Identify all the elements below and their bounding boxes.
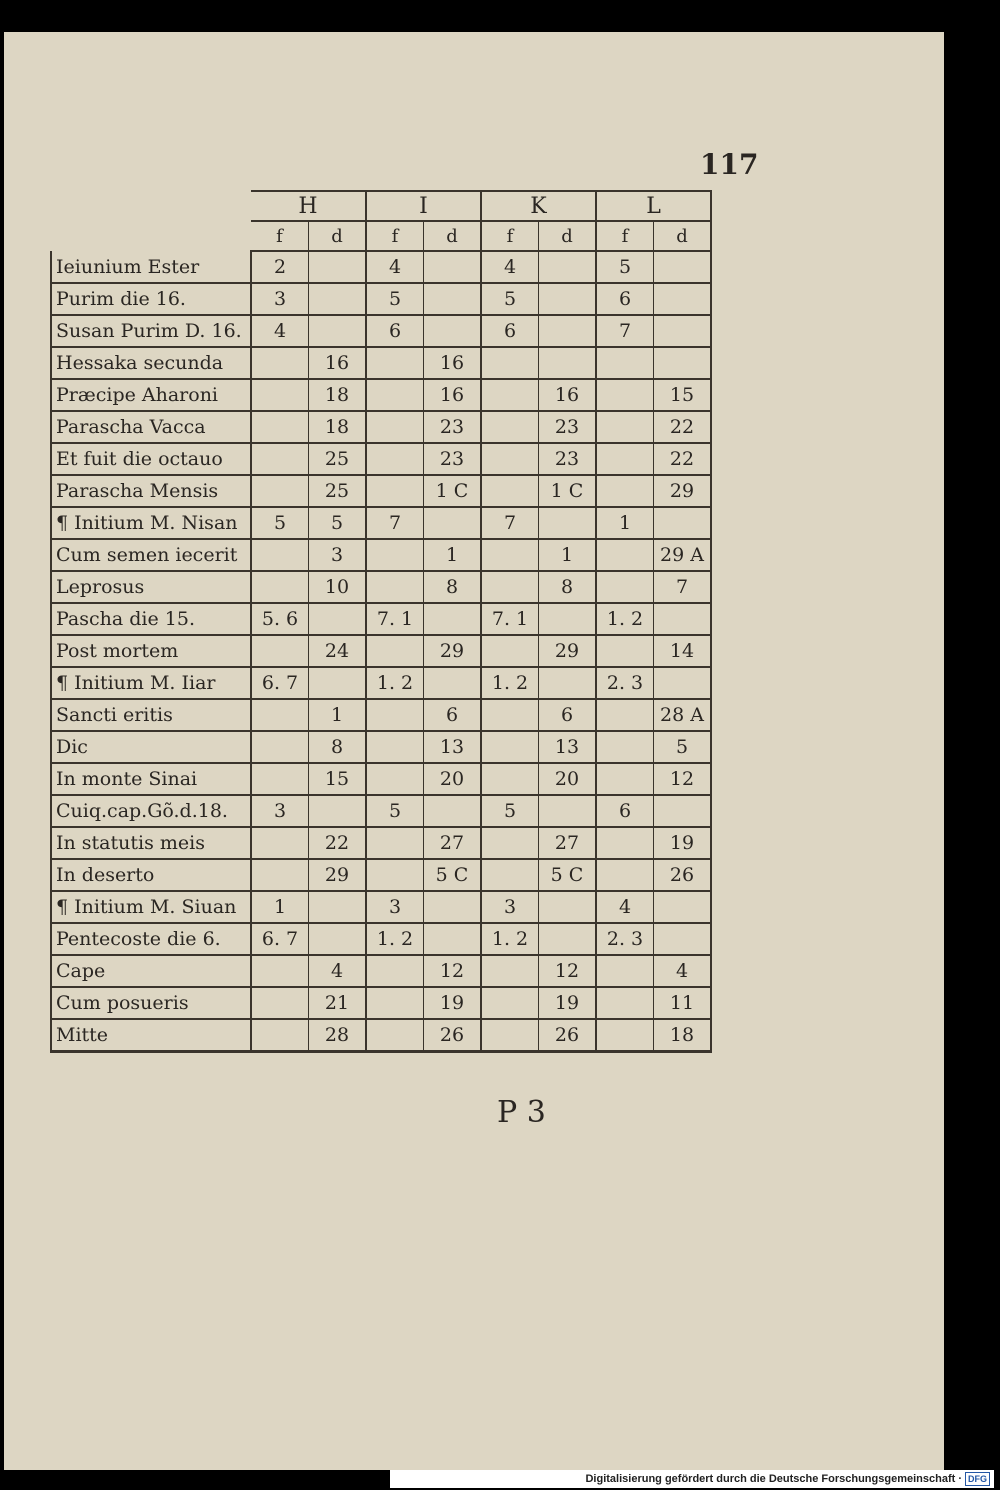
table-cell bbox=[596, 539, 654, 571]
page-number: 117 bbox=[700, 148, 759, 181]
table-cell bbox=[596, 347, 654, 379]
table-cell: 16 bbox=[309, 347, 367, 379]
table-cell bbox=[481, 987, 539, 1019]
table-cell: 25 bbox=[309, 475, 367, 507]
table-cell: 7 bbox=[654, 571, 712, 603]
table-cell bbox=[596, 443, 654, 475]
table-cell: 22 bbox=[654, 443, 712, 475]
table-cell: 1 bbox=[424, 539, 482, 571]
table-body bbox=[51, 251, 711, 1052]
table-cell: 10 bbox=[309, 571, 367, 603]
table-cell: 13 bbox=[539, 731, 597, 763]
table-cell: 6 bbox=[366, 315, 424, 347]
sub-header-cell: d bbox=[654, 221, 712, 251]
table-row bbox=[51, 1019, 711, 1052]
table-cell: 1 bbox=[251, 891, 309, 923]
table-cell: 19 bbox=[654, 827, 712, 859]
table-cell bbox=[481, 443, 539, 475]
table-cell: 25 bbox=[309, 443, 367, 475]
table-cell bbox=[596, 731, 654, 763]
table-cell: 5. 6 bbox=[251, 603, 309, 635]
table-cell bbox=[251, 571, 309, 603]
table-cell bbox=[309, 923, 367, 955]
sub-header-cell: d bbox=[539, 221, 597, 251]
table-cell: 27 bbox=[539, 827, 597, 859]
table-cell bbox=[366, 1019, 424, 1052]
table-cell bbox=[596, 1019, 654, 1052]
table-cell bbox=[596, 475, 654, 507]
table-cell bbox=[539, 251, 597, 283]
table-row bbox=[51, 347, 711, 379]
table-cell: 1. 2 bbox=[596, 603, 654, 635]
table-cell bbox=[654, 251, 712, 283]
table-cell bbox=[481, 731, 539, 763]
row-label: Præcipe Aharoni bbox=[51, 379, 251, 411]
table-cell: 7 bbox=[481, 507, 539, 539]
table-cell bbox=[481, 539, 539, 571]
footer-text: Digitalisierung gefördert durch die Deutsche Forschungsgemeinschaft · bbox=[585, 1473, 962, 1485]
row-label: Parascha Mensis bbox=[51, 475, 251, 507]
table-cell bbox=[366, 475, 424, 507]
table-cell bbox=[539, 315, 597, 347]
table-row bbox=[51, 251, 711, 283]
row-label: Cum semen iecerit bbox=[51, 539, 251, 571]
table-cell: 5 bbox=[481, 795, 539, 827]
table-row bbox=[51, 507, 711, 539]
table-cell bbox=[366, 731, 424, 763]
table-row bbox=[51, 923, 711, 955]
row-label: ¶ Initium M. Nisan bbox=[51, 507, 251, 539]
sub-header-cell: f bbox=[481, 221, 539, 251]
table-cell bbox=[424, 507, 482, 539]
table-cell: 19 bbox=[424, 987, 482, 1019]
table-cell: 19 bbox=[539, 987, 597, 1019]
table-cell bbox=[366, 955, 424, 987]
table-cell bbox=[654, 795, 712, 827]
table-cell bbox=[481, 859, 539, 891]
table-row bbox=[51, 987, 711, 1019]
table-row bbox=[51, 379, 711, 411]
table-cell: 4 bbox=[366, 251, 424, 283]
table-cell bbox=[654, 667, 712, 699]
table-cell: 1 bbox=[309, 699, 367, 731]
table-cell bbox=[539, 891, 597, 923]
table-cell: 7 bbox=[366, 507, 424, 539]
table-cell: 24 bbox=[309, 635, 367, 667]
table-cell bbox=[251, 635, 309, 667]
row-label: In deserto bbox=[51, 859, 251, 891]
table-cell: 5 bbox=[309, 507, 367, 539]
table-cell: 20 bbox=[539, 763, 597, 795]
table-cell bbox=[366, 379, 424, 411]
table-cell bbox=[596, 955, 654, 987]
table-cell bbox=[366, 859, 424, 891]
table-cell: 5 bbox=[596, 251, 654, 283]
table-cell bbox=[366, 827, 424, 859]
group-header-l: L bbox=[596, 191, 711, 221]
table-cell: 5 bbox=[654, 731, 712, 763]
table-cell bbox=[366, 347, 424, 379]
row-label: Ieiunium Ester bbox=[51, 251, 251, 283]
table-cell bbox=[309, 315, 367, 347]
table-cell bbox=[424, 891, 482, 923]
table-cell bbox=[251, 699, 309, 731]
table-cell: 8 bbox=[309, 731, 367, 763]
table-cell: 22 bbox=[654, 411, 712, 443]
sub-header-row bbox=[51, 221, 711, 251]
table-cell bbox=[596, 699, 654, 731]
table-cell bbox=[654, 891, 712, 923]
table-cell: 20 bbox=[424, 763, 482, 795]
table-cell: 6 bbox=[596, 795, 654, 827]
table-row bbox=[51, 699, 711, 731]
row-label: ¶ Initium M. Siuan bbox=[51, 891, 251, 923]
row-label: In monte Sinai bbox=[51, 763, 251, 795]
table-cell bbox=[424, 795, 482, 827]
table-cell bbox=[424, 283, 482, 315]
row-label: In statutis meis bbox=[51, 827, 251, 859]
table-row bbox=[51, 731, 711, 763]
table-cell: 15 bbox=[654, 379, 712, 411]
table-cell: 26 bbox=[654, 859, 712, 891]
row-label: Cum posueris bbox=[51, 987, 251, 1019]
table-cell bbox=[596, 635, 654, 667]
table-cell bbox=[654, 283, 712, 315]
table-cell bbox=[309, 283, 367, 315]
table-cell bbox=[366, 987, 424, 1019]
table-cell: 29 bbox=[309, 859, 367, 891]
table-row bbox=[51, 827, 711, 859]
sub-header-cell: f bbox=[596, 221, 654, 251]
table-cell: 18 bbox=[654, 1019, 712, 1052]
table-cell bbox=[251, 827, 309, 859]
table-cell: 1. 2 bbox=[481, 667, 539, 699]
row-label: Et fuit die octauo bbox=[51, 443, 251, 475]
group-header-k: K bbox=[481, 191, 596, 221]
table-cell bbox=[366, 699, 424, 731]
table-cell bbox=[366, 635, 424, 667]
row-label: Susan Purim D. 16. bbox=[51, 315, 251, 347]
table-cell: 16 bbox=[424, 347, 482, 379]
table-cell: 5 bbox=[366, 795, 424, 827]
table-row bbox=[51, 955, 711, 987]
table-cell bbox=[251, 411, 309, 443]
table-cell bbox=[596, 859, 654, 891]
table-cell bbox=[366, 763, 424, 795]
table-cell: 6 bbox=[596, 283, 654, 315]
table-row bbox=[51, 539, 711, 571]
table-cell: 8 bbox=[424, 571, 482, 603]
row-label: Leprosus bbox=[51, 571, 251, 603]
table-cell: 26 bbox=[539, 1019, 597, 1052]
table-row bbox=[51, 795, 711, 827]
table-cell bbox=[309, 603, 367, 635]
table-cell bbox=[539, 667, 597, 699]
table-cell bbox=[251, 379, 309, 411]
table-cell: 29 bbox=[539, 635, 597, 667]
table-cell bbox=[539, 507, 597, 539]
table-row bbox=[51, 475, 711, 507]
table-cell bbox=[309, 795, 367, 827]
table-cell: 13 bbox=[424, 731, 482, 763]
signature-mark: P 3 bbox=[497, 1095, 546, 1130]
table-cell: 5 bbox=[366, 283, 424, 315]
table-cell bbox=[481, 763, 539, 795]
table-row bbox=[51, 763, 711, 795]
row-label: Pascha die 15. bbox=[51, 603, 251, 635]
table-cell: 7. 1 bbox=[481, 603, 539, 635]
table-cell bbox=[251, 859, 309, 891]
table-row bbox=[51, 571, 711, 603]
table-cell bbox=[481, 475, 539, 507]
table-cell bbox=[596, 763, 654, 795]
table-cell: 29 bbox=[424, 635, 482, 667]
row-label: Post mortem bbox=[51, 635, 251, 667]
table-cell: 29 A bbox=[654, 539, 712, 571]
table-cell: 1. 2 bbox=[366, 667, 424, 699]
sub-header-cell: d bbox=[309, 221, 367, 251]
table-cell bbox=[539, 923, 597, 955]
table-cell: 3 bbox=[251, 795, 309, 827]
table-cell bbox=[596, 571, 654, 603]
table-cell bbox=[481, 827, 539, 859]
table-cell bbox=[424, 667, 482, 699]
table-cell: 4 bbox=[251, 315, 309, 347]
table-cell: 2 bbox=[251, 251, 309, 283]
row-label: Parascha Vacca bbox=[51, 411, 251, 443]
table-cell: 1 C bbox=[424, 475, 482, 507]
table-cell bbox=[654, 603, 712, 635]
table-cell bbox=[309, 667, 367, 699]
header-blank bbox=[51, 221, 251, 251]
table-cell bbox=[539, 603, 597, 635]
table-cell bbox=[481, 635, 539, 667]
table-cell bbox=[481, 347, 539, 379]
table-cell: 7 bbox=[596, 315, 654, 347]
table-row bbox=[51, 891, 711, 923]
table-cell: 1. 2 bbox=[481, 923, 539, 955]
table-cell: 14 bbox=[654, 635, 712, 667]
table-cell: 6 bbox=[424, 699, 482, 731]
table-cell: 12 bbox=[654, 763, 712, 795]
table-cell: 1. 2 bbox=[366, 923, 424, 955]
table-cell bbox=[251, 1019, 309, 1052]
sub-header-cell: d bbox=[424, 221, 482, 251]
table-cell: 3 bbox=[251, 283, 309, 315]
table-cell bbox=[596, 827, 654, 859]
table-cell bbox=[309, 251, 367, 283]
table-cell: 1 bbox=[596, 507, 654, 539]
row-label: ¶ Initium M. Iiar bbox=[51, 667, 251, 699]
table-cell: 11 bbox=[654, 987, 712, 1019]
row-label: Purim die 16. bbox=[51, 283, 251, 315]
table-row bbox=[51, 443, 711, 475]
row-label: Sancti eritis bbox=[51, 699, 251, 731]
table-cell bbox=[596, 987, 654, 1019]
table-cell bbox=[481, 411, 539, 443]
table-cell bbox=[251, 763, 309, 795]
table-cell: 23 bbox=[539, 443, 597, 475]
table-cell: 2. 3 bbox=[596, 923, 654, 955]
table-cell bbox=[251, 443, 309, 475]
table-cell bbox=[251, 539, 309, 571]
table-cell: 26 bbox=[424, 1019, 482, 1052]
group-header-h: H bbox=[251, 191, 366, 221]
table-row bbox=[51, 315, 711, 347]
table-cell: 6. 7 bbox=[251, 667, 309, 699]
table-cell bbox=[539, 283, 597, 315]
table-cell: 15 bbox=[309, 763, 367, 795]
sub-header-cell: f bbox=[251, 221, 309, 251]
table-cell bbox=[654, 507, 712, 539]
footer-credit bbox=[390, 1470, 994, 1488]
table-cell: 7. 1 bbox=[366, 603, 424, 635]
table-cell: 6 bbox=[481, 315, 539, 347]
table-cell bbox=[481, 699, 539, 731]
table-cell bbox=[251, 475, 309, 507]
table-cell: 16 bbox=[424, 379, 482, 411]
table-cell bbox=[481, 955, 539, 987]
table-cell: 1 bbox=[539, 539, 597, 571]
table-cell: 3 bbox=[481, 891, 539, 923]
table-cell: 22 bbox=[309, 827, 367, 859]
header-blank bbox=[51, 191, 251, 221]
table-cell: 18 bbox=[309, 379, 367, 411]
table-cell bbox=[596, 379, 654, 411]
table-cell: 18 bbox=[309, 411, 367, 443]
row-label: Pentecoste die 6. bbox=[51, 923, 251, 955]
calendar-table bbox=[50, 190, 712, 1053]
table-cell: 4 bbox=[481, 251, 539, 283]
table-cell: 4 bbox=[309, 955, 367, 987]
row-label: Dic bbox=[51, 731, 251, 763]
table-cell bbox=[251, 731, 309, 763]
table-cell bbox=[654, 923, 712, 955]
table-row bbox=[51, 667, 711, 699]
table-cell bbox=[309, 891, 367, 923]
table-cell: 6. 7 bbox=[251, 923, 309, 955]
table-cell: 28 bbox=[309, 1019, 367, 1052]
table-cell: 8 bbox=[539, 571, 597, 603]
group-header-i: I bbox=[366, 191, 481, 221]
table-cell: 5 bbox=[251, 507, 309, 539]
table-cell bbox=[481, 571, 539, 603]
table-cell: 28 A bbox=[654, 699, 712, 731]
table-cell bbox=[366, 443, 424, 475]
table-cell: 23 bbox=[539, 411, 597, 443]
table-cell: 5 C bbox=[539, 859, 597, 891]
row-label: Mitte bbox=[51, 1019, 251, 1052]
table-cell bbox=[654, 347, 712, 379]
sub-header-cell: f bbox=[366, 221, 424, 251]
table-cell: 4 bbox=[596, 891, 654, 923]
table-cell: 3 bbox=[309, 539, 367, 571]
table-cell bbox=[251, 987, 309, 1019]
table-cell bbox=[596, 411, 654, 443]
table-cell bbox=[366, 539, 424, 571]
dfg-logo: DFG bbox=[965, 1472, 990, 1486]
table-cell bbox=[424, 251, 482, 283]
row-label: Cape bbox=[51, 955, 251, 987]
table-cell bbox=[424, 923, 482, 955]
table-cell: 1 C bbox=[539, 475, 597, 507]
table-cell: 5 bbox=[481, 283, 539, 315]
table-cell bbox=[654, 315, 712, 347]
table-cell: 23 bbox=[424, 411, 482, 443]
table-row bbox=[51, 603, 711, 635]
table-cell: 3 bbox=[366, 891, 424, 923]
table-cell: 23 bbox=[424, 443, 482, 475]
table-cell: 12 bbox=[539, 955, 597, 987]
group-header-row bbox=[51, 191, 711, 221]
table-cell bbox=[481, 1019, 539, 1052]
table-cell bbox=[424, 315, 482, 347]
table-cell bbox=[481, 379, 539, 411]
table-row bbox=[51, 635, 711, 667]
table-cell: 21 bbox=[309, 987, 367, 1019]
table-cell: 16 bbox=[539, 379, 597, 411]
table-cell: 29 bbox=[654, 475, 712, 507]
table-row bbox=[51, 859, 711, 891]
table-cell: 12 bbox=[424, 955, 482, 987]
table-cell: 5 C bbox=[424, 859, 482, 891]
table-cell: 4 bbox=[654, 955, 712, 987]
table-row bbox=[51, 283, 711, 315]
table-cell bbox=[251, 347, 309, 379]
table-cell bbox=[366, 571, 424, 603]
table-cell bbox=[251, 955, 309, 987]
table-cell: 6 bbox=[539, 699, 597, 731]
table-cell bbox=[424, 603, 482, 635]
table-cell bbox=[366, 411, 424, 443]
row-label: Hessaka secunda bbox=[51, 347, 251, 379]
row-label: Cuiq.cap.Gõ.d.18. bbox=[51, 795, 251, 827]
table-cell bbox=[539, 795, 597, 827]
table-cell: 27 bbox=[424, 827, 482, 859]
table-cell bbox=[539, 347, 597, 379]
table-row bbox=[51, 411, 711, 443]
table-cell: 2. 3 bbox=[596, 667, 654, 699]
